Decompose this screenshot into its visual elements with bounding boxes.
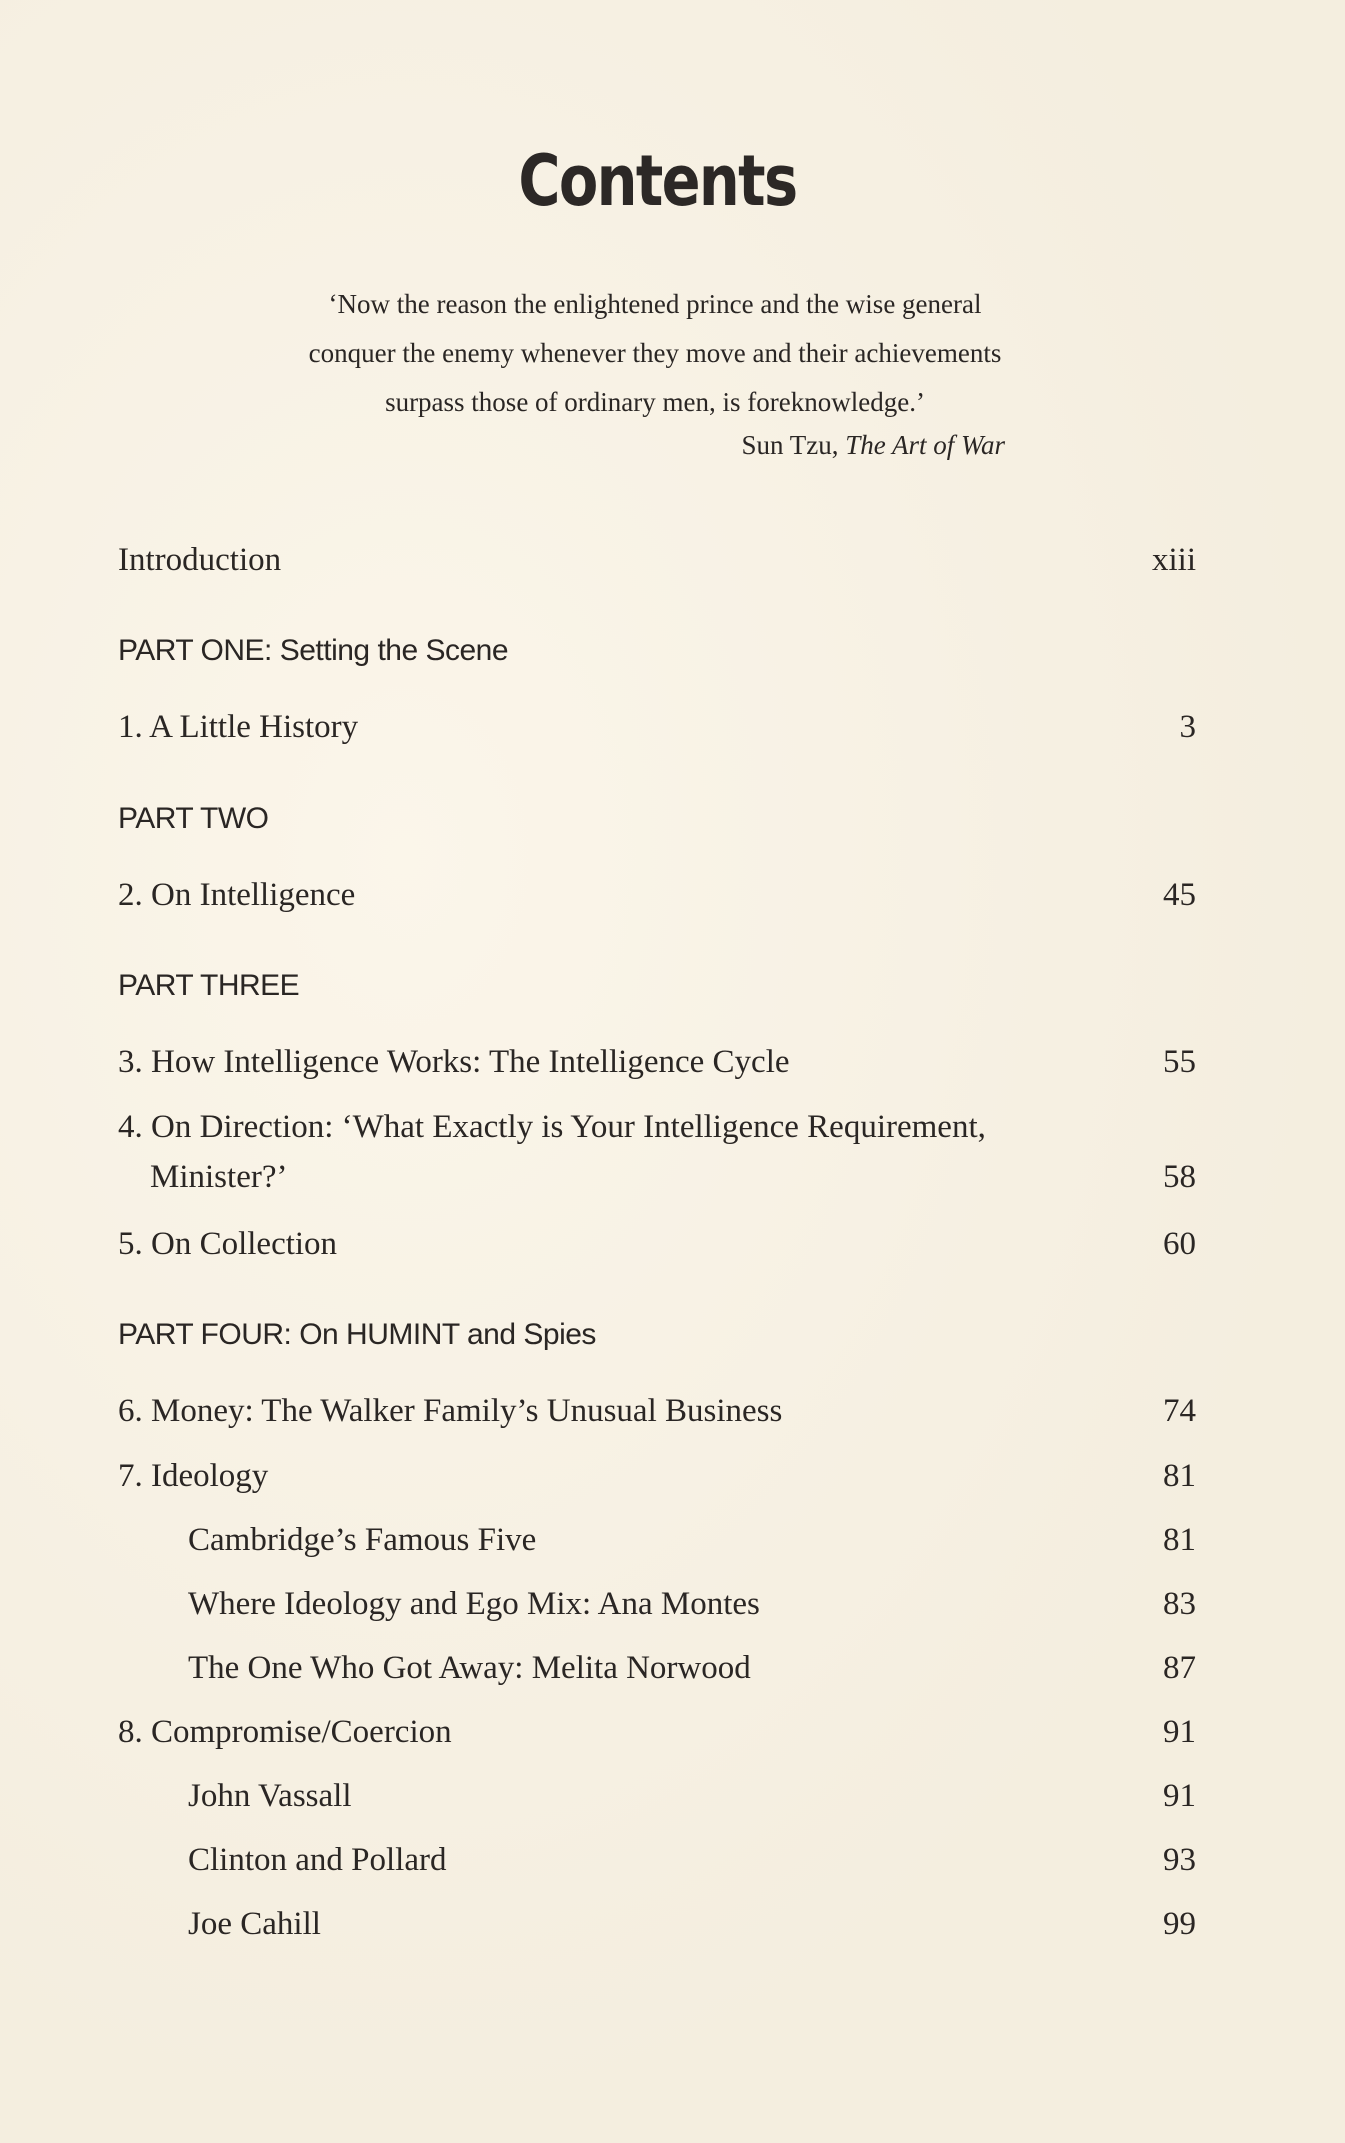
toc-entry-label: John Vassall: [188, 1778, 352, 1814]
toc-entry-label: 6. Money: The Walker Family’s Unusual Business: [118, 1393, 783, 1429]
toc-entry-introduction[interactable]: [118, 535, 1196, 585]
toc-entry-page: 83: [1163, 1586, 1196, 1622]
toc-entry-label: Cambridge’s Famous Five: [188, 1522, 537, 1558]
toc-entry-chapter-1[interactable]: [118, 702, 1196, 752]
toc-entry-page: 58: [1163, 1159, 1196, 1195]
toc-entry-page: 45: [1163, 877, 1196, 913]
page-title: Contents: [518, 140, 797, 222]
part-heading: PART THREE: [118, 969, 300, 1002]
toc-entry-page: 55: [1163, 1044, 1196, 1080]
toc-entry-label: Clinton and Pollard: [188, 1842, 447, 1878]
toc-entry-page: 74: [1163, 1393, 1196, 1429]
toc-entry-label-line: Minister?’: [150, 1159, 288, 1195]
toc-entry-label: 1. A Little History: [118, 709, 359, 745]
toc-entry-chapter-7[interactable]: [118, 1451, 1196, 1501]
toc-entry-label: The One Who Got Away: Melita Norwood: [188, 1650, 751, 1686]
toc-entry-label: 7. Ideology: [118, 1458, 269, 1494]
toc-entry-page: 93: [1163, 1842, 1196, 1878]
toc-entry-page: 81: [1163, 1522, 1196, 1558]
epigraph-line: surpass those of ordinary men, is foreknowledge.’: [385, 387, 925, 417]
toc-entry-chapter-4[interactable]: [118, 1102, 1196, 1202]
toc-subentry[interactable]: [188, 1771, 1196, 1821]
epigraph-work: The Art of War: [845, 430, 1005, 460]
toc-entry-label: Joe Cahill: [188, 1906, 321, 1942]
part-heading: PART FOUR: On HUMINT and Spies: [118, 1318, 596, 1351]
epigraph-line: ‘Now the reason the enlightened prince and the wise general: [328, 289, 982, 319]
toc-entry-chapter-3[interactable]: [118, 1037, 1196, 1087]
toc-entry-chapter-2[interactable]: [118, 870, 1196, 920]
toc-entry-chapter-6[interactable]: [118, 1386, 1196, 1436]
toc-entry-chapter-5[interactable]: [118, 1219, 1196, 1269]
toc-entry-label: 8. Compromise/Coercion: [118, 1714, 452, 1750]
toc-entry-page: 91: [1163, 1714, 1196, 1750]
toc-entry-label: Introduction: [118, 542, 282, 578]
toc-entry-chapter-8[interactable]: [118, 1707, 1196, 1757]
toc-entry-label: Where Ideology and Ego Mix: Ana Montes: [188, 1586, 760, 1622]
toc-subentry[interactable]: [188, 1579, 1196, 1629]
epigraph-author: Sun Tzu,: [741, 430, 839, 460]
part-heading: PART ONE: Setting the Scene: [118, 634, 509, 667]
toc-entry-label: 2. On Intelligence: [118, 877, 356, 913]
toc-entry-page: 3: [1179, 709, 1196, 745]
toc-entry-page: 99: [1163, 1906, 1196, 1942]
toc-entry-page: 81: [1163, 1458, 1196, 1494]
toc-entry-page: 87: [1163, 1650, 1196, 1686]
toc-entry-page: 60: [1163, 1226, 1196, 1262]
toc-entry-label: 5. On Collection: [118, 1226, 338, 1262]
part-heading: PART TWO: [118, 802, 269, 835]
toc-entry-label: 3. How Intelligence Works: The Intelligence Cycle: [118, 1044, 790, 1080]
toc-entry-label: [118, 1102, 1136, 1202]
toc-subentry[interactable]: [188, 1515, 1196, 1565]
toc-entry-label-line: 4. On Direction: ‘What Exactly is Your Intelligence Requirement,: [118, 1109, 986, 1145]
toc-subentry[interactable]: [188, 1643, 1196, 1693]
toc-subentry[interactable]: [188, 1899, 1196, 1949]
epigraph-line: conquer the enemy whenever they move and their achievements: [308, 338, 1002, 368]
toc-entry-page: xiii: [1151, 542, 1196, 578]
toc-subentry[interactable]: [188, 1835, 1196, 1885]
toc-entry-page: 91: [1163, 1778, 1196, 1814]
